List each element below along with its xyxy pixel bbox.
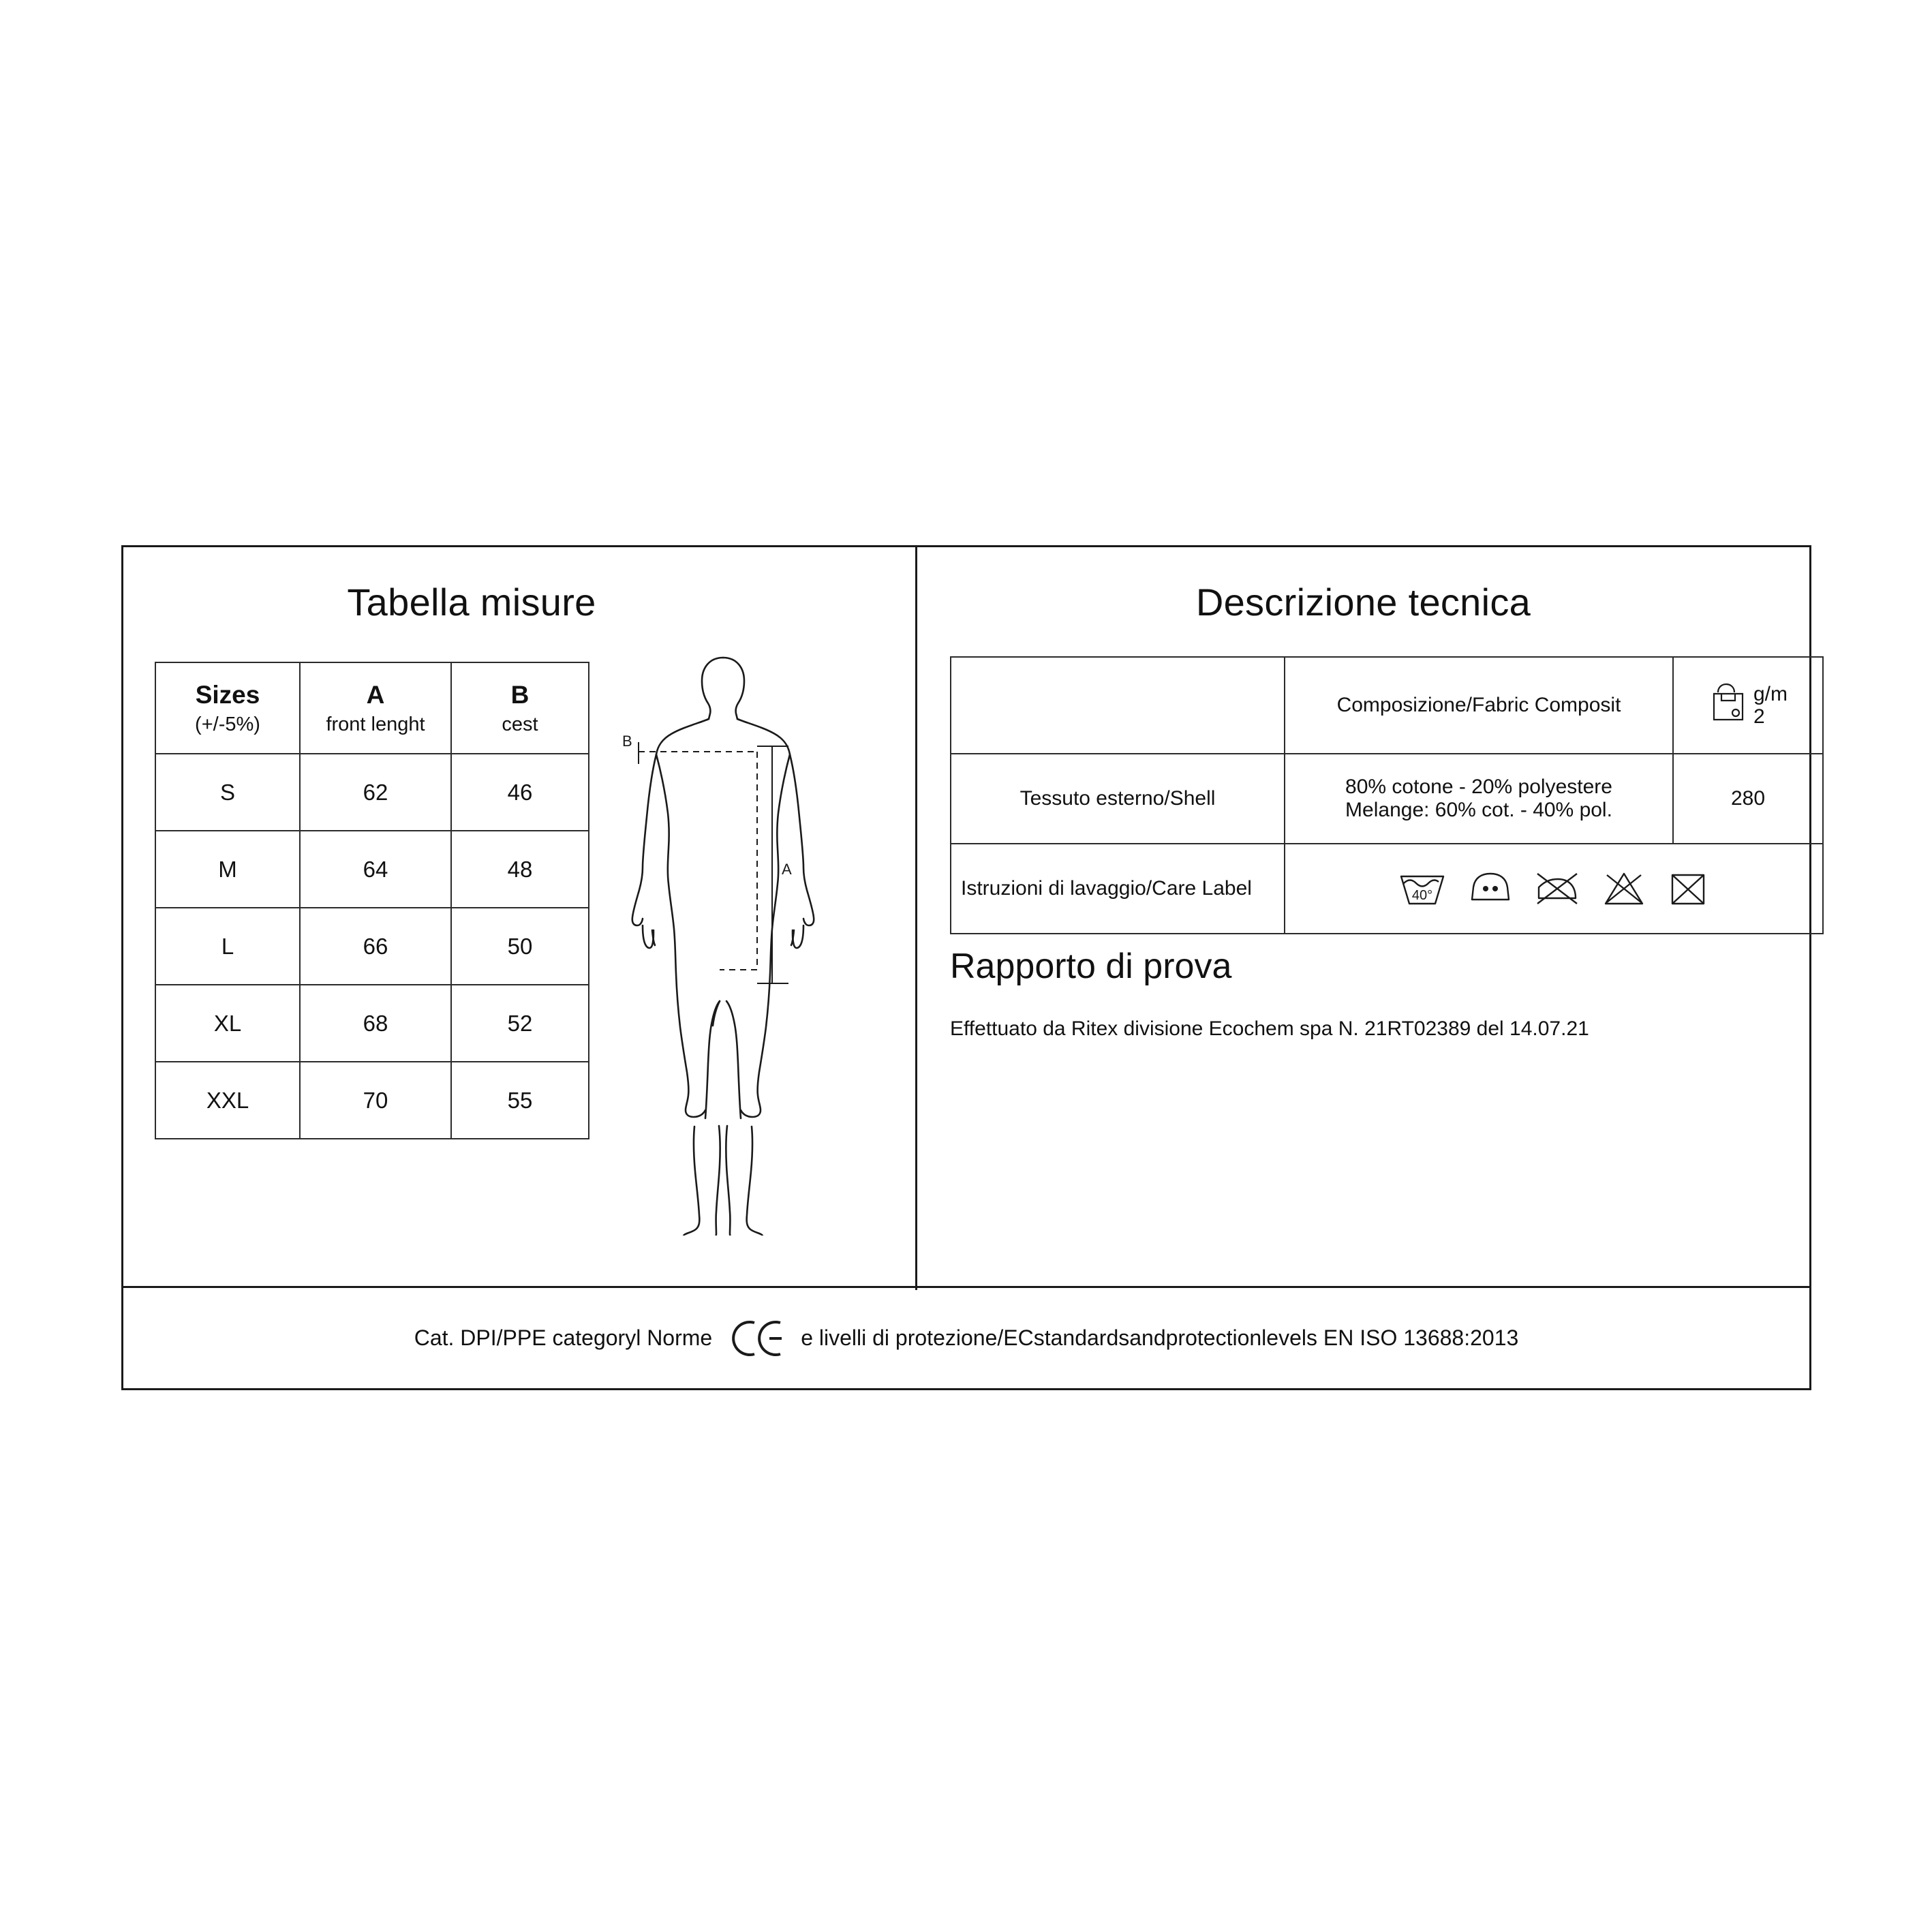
- report-text: Effettuato da Ritex divisione Ecochem spa N. 21RT02389 del 14.07.21: [950, 1017, 1589, 1040]
- shell-weight-value: 280: [1673, 754, 1823, 844]
- table-header-row: [155, 662, 589, 754]
- cell-b: 46: [451, 754, 589, 831]
- header-sizes-main: Sizes: [195, 680, 260, 709]
- header-cell-b: [451, 662, 589, 754]
- tech-header-composition: Composizione/Fabric Composit: [1285, 657, 1673, 754]
- weight-unit-exponent: 2: [1753, 705, 1765, 728]
- header-a-sub: front lenght: [326, 714, 425, 735]
- figure-label-a: A: [782, 861, 792, 878]
- technical-table: [950, 656, 1824, 934]
- weight-unit: g/m: [1753, 683, 1788, 705]
- shell-label: Tessuto esterno/Shell: [951, 754, 1285, 844]
- size-chart-title: Tabella misure: [347, 581, 596, 624]
- shell-composition: [1285, 754, 1673, 844]
- header-a-main: A: [366, 680, 385, 709]
- tech-row-shell: [951, 754, 1823, 844]
- figure-label-b: B: [622, 733, 632, 750]
- shell-composition-line2: Melange: 60% cot. - 40% pol.: [1345, 799, 1612, 821]
- report-title: Rapporto di prova: [950, 947, 1232, 986]
- header-b-sub: cest: [502, 714, 538, 735]
- cell-size: XXL: [155, 1062, 300, 1139]
- tech-row-care: [951, 844, 1823, 934]
- cell-b: 50: [451, 908, 589, 985]
- ce-mark-icon: [727, 1317, 786, 1360]
- table-row: [155, 985, 589, 1062]
- tech-header-blank: [951, 657, 1285, 754]
- footer-text-after: e livelli di protezione/ECstandardsandprotectionlevels EN ISO 13688:2013: [801, 1325, 1519, 1350]
- measurement-figure: [594, 649, 893, 1236]
- table-row: [155, 1062, 589, 1139]
- cell-size: XL: [155, 985, 300, 1062]
- technical-description-panel: [917, 547, 1809, 1290]
- table-row: [155, 754, 589, 831]
- care-label-text: Istruzioni di lavaggio/Care Label: [951, 844, 1285, 934]
- cell-a: 62: [300, 754, 451, 831]
- table-row: [155, 908, 589, 985]
- svg-text:40°: 40°: [1411, 888, 1433, 903]
- table-row: [155, 831, 589, 908]
- cell-size: L: [155, 908, 300, 985]
- header-cell-sizes: [155, 662, 300, 754]
- cell-b: 48: [451, 831, 589, 908]
- tech-header-row: [951, 657, 1823, 754]
- size-table: [155, 662, 589, 1139]
- no-dryclean-icon: [1667, 868, 1711, 909]
- cell-a: 68: [300, 985, 451, 1062]
- cell-size: M: [155, 831, 300, 908]
- cell-b: 55: [451, 1062, 589, 1139]
- care-icons-cell: [1285, 844, 1823, 934]
- shell-composition-line1: 80% cotone - 20% polyestere: [1345, 776, 1612, 798]
- footer-text-before: Cat. DPI/PPE categoryl Norme: [414, 1325, 713, 1350]
- cell-a: 64: [300, 831, 451, 908]
- wash-40-icon: [1397, 868, 1447, 909]
- technical-description-title: Descrizione tecnica: [1195, 581, 1531, 624]
- no-iron-icon: [1533, 868, 1581, 909]
- tech-header-weight: [1673, 657, 1823, 754]
- document-top-section: [123, 547, 1809, 1290]
- header-sizes-sub: (+/-5%): [195, 714, 260, 735]
- size-chart-panel: [123, 547, 917, 1290]
- tumble-dry-icon: [1468, 868, 1513, 909]
- cell-b: 52: [451, 985, 589, 1062]
- header-cell-a: [300, 662, 451, 754]
- header-b-main: B: [510, 680, 530, 709]
- mannequin-front-figure-icon: [594, 649, 893, 1236]
- spec-sheet-document: [121, 545, 1811, 1390]
- cell-a: 70: [300, 1062, 451, 1139]
- document-footer: [123, 1286, 1809, 1388]
- cell-size: S: [155, 754, 300, 831]
- no-bleach-icon: [1601, 868, 1646, 909]
- fabric-weight-icon: [1708, 681, 1748, 729]
- cell-a: 66: [300, 908, 451, 985]
